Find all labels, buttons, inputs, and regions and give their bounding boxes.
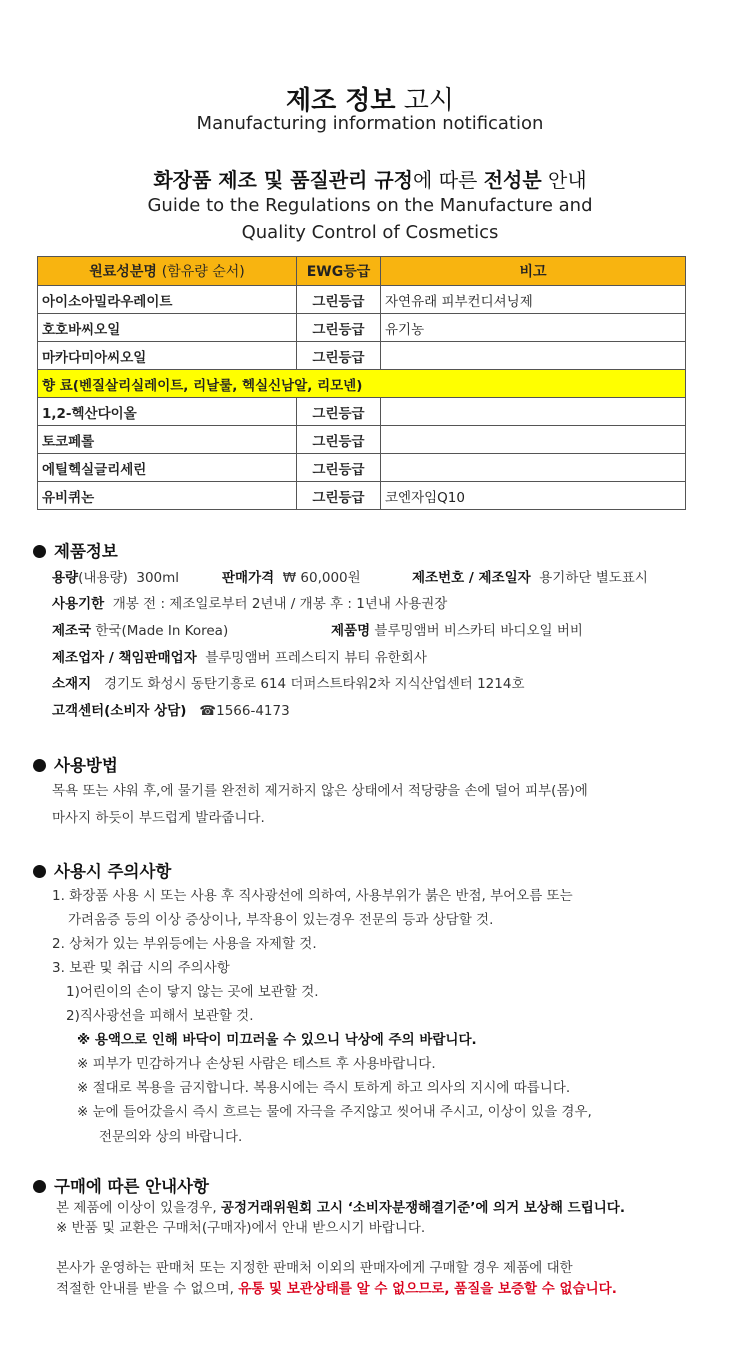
ingredient-note: 유기농 [381, 314, 686, 342]
purchase-line-3: 본사가 운영하는 판매처 또는 지정한 판매처 이외의 판매자에게 구매할 경우 제품에 대한 [56, 1260, 573, 1276]
purchase-line-4: 적절한 안내를 받을 수 없으며, 유통 및 보관상태를 알 수 없으므로, 품질을 보증할 수 없습니다. [56, 1281, 617, 1297]
header-grade: EWG등급 [297, 257, 381, 286]
product-expiry: 사용기한 개봉 전 : 제조일로부터 2년내 / 개봉 후 : 1년내 사용권장 [52, 596, 448, 612]
purchase-line-2: ※ 반품 및 교환은 구매처(구매자)에서 안내 받으시기 바랍니다. [56, 1220, 426, 1236]
guide-title-bold2: 전성분 [483, 168, 542, 192]
ingredient-name: 1,2-헥산다이올 [38, 398, 297, 426]
caution-note: ※ 피부가 민감하거나 손상된 사람은 테스트 후 사용바랍니다. [77, 1056, 436, 1072]
bullet-icon [33, 545, 46, 558]
ingredient-grade: 그린등급 [297, 314, 381, 342]
caution-note-bold: ※ 용액으로 인해 바닥이 미끄러울 수 있으니 낙상에 주의 바랍니다. [77, 1032, 477, 1048]
table-row [38, 398, 686, 426]
page-title [0, 80, 740, 117]
product-cs: 고객센터(소비자 상담) ☎1566-4173 [52, 703, 290, 719]
page-title-en: Manufacturing information notification [196, 113, 544, 134]
page-title-bold: 제조 정보 [285, 86, 396, 116]
purchase-heading: 구매에 따른 안내사항 [33, 1173, 209, 1197]
caution-heading: 사용시 주의사항 [33, 858, 171, 882]
ingredient-grade: 그린등급 [297, 286, 381, 314]
product-maker: 제조업자 / 책임판매업자 블루밍앰버 프레스티지 뷰티 유한회사 [52, 650, 427, 666]
caution-note: 전문의와 상의 바랍니다. [99, 1129, 243, 1145]
table-row [38, 286, 686, 314]
ingredient-note [381, 426, 686, 454]
table-row [38, 454, 686, 482]
ingredient-grade: 그린등급 [297, 454, 381, 482]
product-price: 판매가격 ₩ 60,000원 [222, 570, 361, 586]
caution-line: 2)직사광선을 피해서 보관할 것. [66, 1008, 254, 1024]
header-note: 비고 [381, 257, 686, 286]
table-row [38, 482, 686, 510]
ingredient-grade: 그린등급 [297, 482, 381, 510]
usage-line-1: 목욕 또는 샤워 후,에 물기를 완전히 제거하지 않은 상태에서 적당량을 손에 덜어 피부(몸)에 [52, 783, 588, 799]
ingredient-name: 호호바씨오일 [38, 314, 297, 342]
purchase-line-1: 본 제품에 이상이 있을경우, 공정거래위원회 고시 ‘소비자분쟁해결기준’에 의거 보상해 드립니다. [56, 1200, 625, 1216]
product-mfg: 제조번호 / 제조일자 용기하단 별도표시 [412, 570, 648, 586]
caution-line: 1. 화장품 사용 시 또는 사용 후 직사광선에 의하여, 사용부위가 붉은 반점, 부어오름 또는 [52, 888, 573, 904]
caution-line: 3. 보관 및 취급 시의 주의사항 [52, 960, 230, 976]
caution-note: ※ 눈에 들어갔을시 즉시 흐르는 물에 자극을 주지않고 씻어내 주시고, 이상이 있을 경우, [77, 1104, 592, 1120]
bullet-icon [33, 759, 46, 772]
table-row [38, 314, 686, 342]
ingredient-name: 에틸헥실글리세린 [38, 454, 297, 482]
caution-line: 가려움증 등의 이상 증상이나, 부작용이 있는경우 전문의 등과 상담할 것. [68, 912, 494, 928]
caution-line: 1)어린이의 손이 닿지 않는 곳에 보관할 것. [66, 984, 319, 1000]
guide-title-en [0, 192, 740, 246]
fragrance-cell: 향 료(벤질살리실레이트, 리날룰, 헥실신남알, 리모넨) [38, 370, 686, 398]
page-title-rest: 고시 [403, 86, 455, 116]
bullet-icon [33, 865, 46, 878]
guide-title-mid: 에 따른 [413, 168, 478, 192]
product-address: 소재지 경기도 화성시 동탄기흥로 614 더퍼스트타워2차 지식산업센터 1214호 [52, 676, 525, 692]
guide-en-line2: Quality Control of Cosmetics [241, 222, 499, 243]
ingredient-grade: 그린등급 [297, 342, 381, 370]
ingredient-note [381, 398, 686, 426]
header-name: 원료성분명 (함유량 순서) [38, 257, 297, 286]
ingredient-name: 아이소아밀라우레이트 [38, 286, 297, 314]
table-row [38, 426, 686, 454]
product-country: 제조국 한국(Made In Korea) [52, 623, 229, 639]
ingredient-grade: 그린등급 [297, 426, 381, 454]
usage-line-2: 마사지 하듯이 부드럽게 발라줍니다. [52, 810, 265, 826]
fragrance-row [38, 370, 686, 398]
bullet-icon [33, 1180, 46, 1193]
table-header-row [38, 257, 686, 286]
guide-title-bold1: 화장품 제조 및 품질관리 규정 [153, 168, 414, 192]
caution-note: ※ 절대로 복용을 금지합니다. 복용시에는 즉시 토하게 하고 의사의 지시에 따릅니다. [77, 1080, 571, 1096]
product-line-1: 용량(내용량) 300ml [52, 570, 180, 586]
ingredient-name: 토코페롤 [38, 426, 297, 454]
guide-title-rest: 안내 [548, 168, 587, 192]
ingredients-table [37, 256, 686, 510]
ingredient-note [381, 342, 686, 370]
usage-heading: 사용방법 [33, 752, 118, 776]
guide-en-line1: Guide to the Regulations on the Manufacture and [147, 195, 593, 216]
caution-line: 2. 상처가 있는 부위등에는 사용을 자제할 것. [52, 936, 317, 952]
ingredient-note [381, 454, 686, 482]
ingredient-name: 마카다미아씨오일 [38, 342, 297, 370]
product-name: 제품명 블루밍앰버 비스카티 바디오일 버비 [331, 623, 583, 639]
ingredient-note: 코엔자임Q10 [381, 482, 686, 510]
product-info-heading: 제품정보 [33, 538, 118, 562]
ingredient-name: 유비퀴논 [38, 482, 297, 510]
guide-title [0, 164, 740, 193]
ingredient-grade: 그린등급 [297, 398, 381, 426]
ingredient-note: 자연유래 피부컨디셔닝제 [381, 286, 686, 314]
table-row [38, 342, 686, 370]
